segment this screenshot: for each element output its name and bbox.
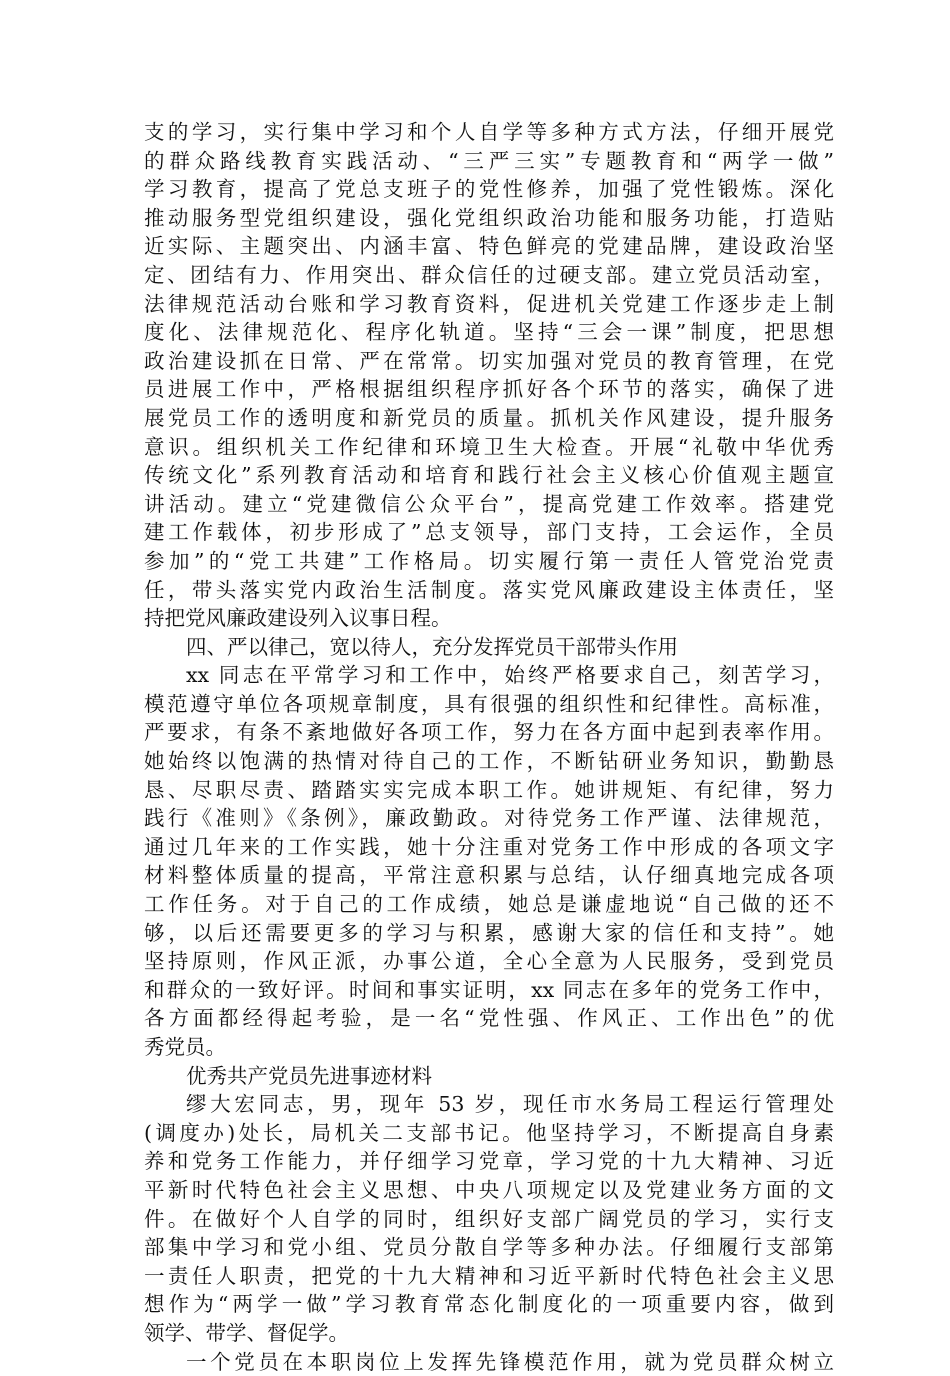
text-line: 定、团结有力、作用突出、群众信任的过硬支部。建立党员活动室， (144, 262, 834, 287)
text-line: 秀党员。 (144, 1035, 226, 1059)
text-line: 法律规范活动台账和学习教育资料，促进机关党建工作逐步走上制 (144, 291, 834, 316)
text-line: (调度办)处长，局机关二支部书记。他坚持学习，不断提高自身素 (144, 1120, 834, 1145)
text-line: 通过几年来的工作实践，她十分注重对党务工作中形成的各项文字 (144, 834, 834, 859)
text-line: 坚持原则，作风正派，办事公道，全心全意为人民服务，受到党员 (144, 949, 834, 974)
text-line: 参加”的“党工共建”工作格局。切实履行第一责任人管党治党责 (144, 548, 834, 573)
text-line: 严要求，有条不紊地做好各项工作，努力在各方面中起到表率作用。 (144, 720, 834, 745)
text-line: 践行《准则》《条例》，廉政勤政。对待党务工作严谨、法律规范， (144, 806, 834, 831)
text-line: 一个党员在本职岗位上发挥先锋模范作用，就为党员群众树立 (186, 1349, 834, 1374)
text-line: 一责任人职责，把党的十九大精神和习近平新时代特色社会主义思 (144, 1263, 834, 1288)
text-line: 想作为“两学一做”学习教育常态化制度化的一项重要内容，做到 (144, 1292, 834, 1317)
document-body (144, 118, 834, 1376)
text-line: 和群众的一致好评。时间和事实证明，xx 同志在多年的党务工作中， (144, 977, 834, 1002)
section-heading: 四、严以律己，宽以待人，充分发挥党员干部带头作用 (186, 634, 678, 659)
text-line: 模范遵守单位各项规章制度，具有很强的组织性和纪律性。高标准， (144, 691, 834, 716)
text-line: 够，以后还需要更多的学习与积累，感谢大家的信任和支持”。她 (144, 920, 834, 945)
text-line: 平新时代特色社会主义思想、中央八项规定以及党建业务方面的文 (144, 1177, 834, 1202)
text-line: 件。在做好个人自学的同时，组织好支部广阔党员的学习，实行支 (144, 1206, 834, 1231)
text-line: xx 同志在平常学习和工作中，始终严格要求自己，刻苦学习， (186, 663, 834, 688)
text-line: 缪大宏同志，男，现年 53 岁，现任市水务局工程运行管理处 (186, 1092, 834, 1117)
text-line: 支的学习，实行集中学习和个人自学等多种方式方法，仔细开展党 (144, 120, 834, 144)
text-line: 意识。组织机关工作纪律和环境卫生大检查。开展“礼敬中华优秀 (144, 434, 834, 459)
text-line: 她始终以饱满的热情对待自己的工作，不断钻研业务知识，勤勤恳 (144, 749, 834, 774)
document-title: 优秀共产党员先进事迹材料 (186, 1063, 432, 1088)
text-line: 推动服务型党组织建设，强化党组织政治功能和服务功能，打造贴 (144, 205, 834, 230)
paragraph-xx-comrade (144, 661, 834, 1061)
text-line: 政治建设抓在日常、严在常常。切实加强对党员的教育管理，在党 (144, 348, 834, 373)
text-line: 各方面都经得起考验，是一名“党性强、作风正、工作出色”的优 (144, 1006, 834, 1031)
text-line: 任，带头落实党内政治生活制度。落实党风廉政建设主体责任，坚 (144, 577, 834, 602)
text-line: 持把党风廉政建设列入议事日程。 (144, 606, 452, 631)
text-line: 建工作载体，初步形成了”总支领导，部门支持，工会运作，全员 (144, 520, 834, 545)
text-line: 近实际、主题突出、内涵丰富、特色鲜亮的党建品牌，建设政治坚 (144, 234, 834, 259)
text-line: 展党员工作的透明度和新党员的质量。抓机关作风建设，提升服务 (144, 405, 834, 430)
text-line: 员进展工作中，严格根据组织程序抓好各个环节的落实，确保了进 (144, 377, 834, 402)
paragraph-party-building (144, 118, 834, 633)
text-line: 学习教育，提高了党总支班子的党性修养，加强了党性锻炼。深化 (144, 177, 834, 202)
text-line: 讲活动。建立“党建微信公众平台”，提高党建工作效率。搭建党 (144, 491, 834, 516)
paragraph-vanguard (144, 1348, 834, 1376)
text-line: 领学、带学、督促学。 (144, 1320, 349, 1345)
text-line: 部集中学习和党小组、党员分散自学等多种办法。仔细履行支部第 (144, 1235, 834, 1260)
text-line: 工作任务。对于自己的工作成绩，她总是谦虚地说“自己做的还不 (144, 892, 834, 917)
text-line: 恳、尽职尽责、踏踏实实完成本职工作。她讲规矩、有纪律，努力 (144, 777, 834, 802)
text-line: 材料整体质量的提高，平常注意积累与总结，认仔细真地完成各项 (144, 863, 834, 888)
text-line: 的群众路线教育实践活动、“三严三实”专题教育和“两学一做” (144, 148, 834, 173)
text-line: 传统文化”系列教育活动和培育和践行社会主义核心价值观主题宣 (144, 463, 834, 488)
text-line: 养和党务工作能力，并仔细学习党章，学习党的十九大精神、习近 (144, 1149, 834, 1174)
text-line: 度化、法律规范化、程序化轨道。坚持“三会一课”制度，把思想 (144, 320, 834, 345)
paragraph-miao-dahong (144, 1090, 834, 1347)
